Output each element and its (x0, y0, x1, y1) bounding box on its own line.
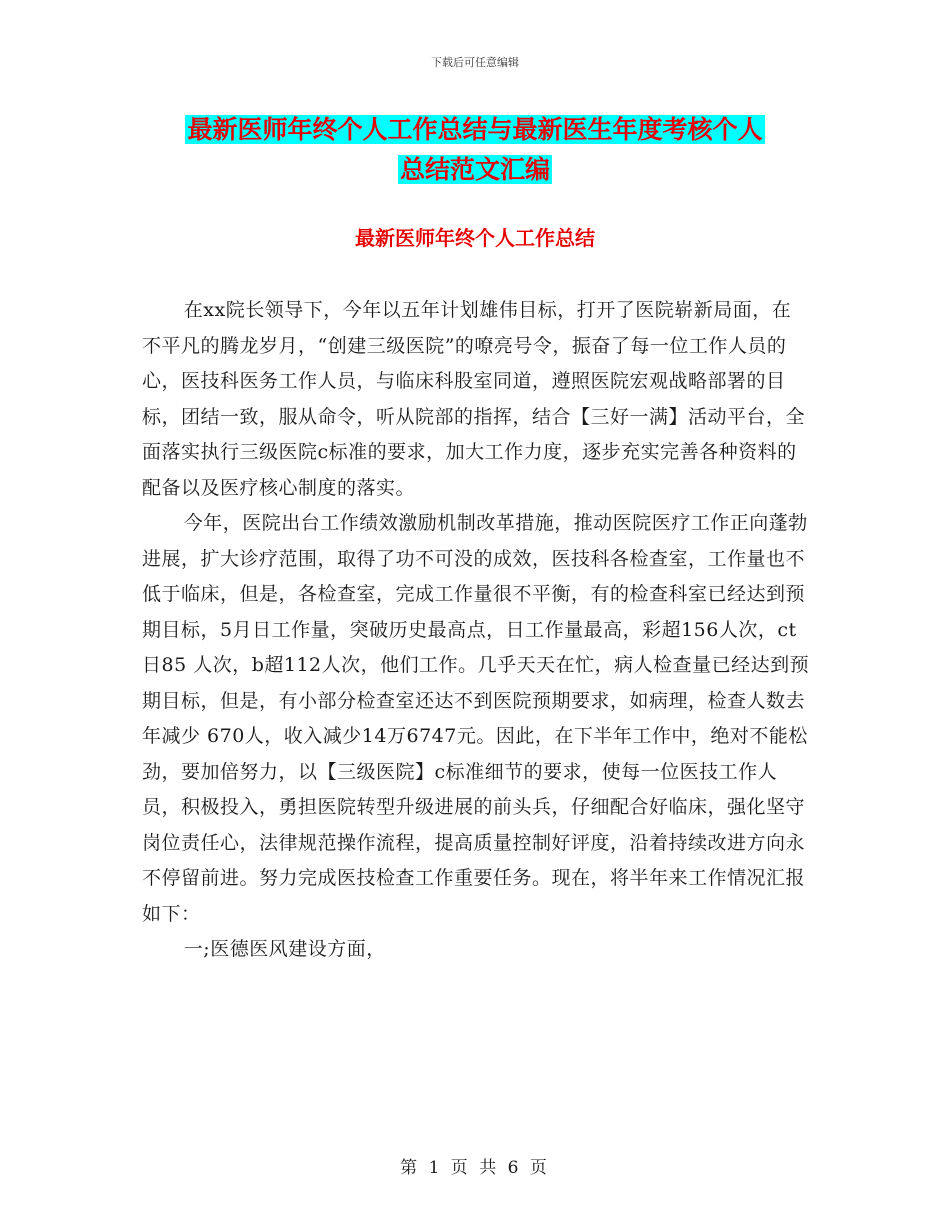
document-body (142, 293, 810, 968)
paragraph-1: 在xx院长领导下，今年以五年计划雄伟目标，打开了医院崭新局面，在不平凡的腾龙岁月，“创建三级医院”的嘹亮号令，振奋了每一位工作人员的心，医技科医务工作人员，与临床科股室同道，遵照医院宏观战略部署的目标，团结一致，服从命令，听从院部的指挥，结合【三好一满】活动平台，全面落实执行三级医院c标准的要求，加大工作力度，逐步充实完善各种资料的配备以及医疗核心制度的落实。 (142, 299, 806, 499)
section-title: 最新医师年终个人工作总结 (355, 226, 595, 250)
page-indicator: 第 1 页 共 6 页 (400, 1158, 550, 1178)
paragraph-3: 一;医德医风建设方面， (183, 938, 386, 960)
header-note: 下载后可任意编辑 (431, 56, 519, 69)
document-title (0, 110, 950, 190)
title-line-1: 最新医师年终个人工作总结与最新医生年度考核个人 (187, 115, 763, 144)
title-line-2: 总结范文汇编 (399, 155, 550, 184)
paragraph-2: 今年，医院出台工作绩效激励机制改革措施，推动医院医疗工作正向蓬勃进展，扩大诊疗范围，取得了功不可没的成效，医技科各检查室，工作量也不低于临床，但是，各检查室，完成工作量很不平衡，有的检查科室已经达到预期目标，5月日工作量，突破历史最高点，日工作量最高，彩超156人次，ct日85 人次，b超112人次，他们工作。几乎天天在忙，病人检查量已经达到预期目标，但是，有小部分检查室还达不到医院预期要求，如病理，检查人数去年减少 670人，收入减少14万6747元。因此，在下半年工作中，绝对不能松劲，要加倍努力，以【三级医院】c标准细节的要求，使每一位医技工作人员，积极投入，勇担医院转型升级进展的前头兵，仔细配合好临床，强化坚守岗位责任心，法律规范操作流程，提高质量控制好评度，沿着持续改进方向永不停留前进。努力完成医技检查工作重要任务。现在，将半年来工作情况汇报如下： (142, 512, 810, 925)
